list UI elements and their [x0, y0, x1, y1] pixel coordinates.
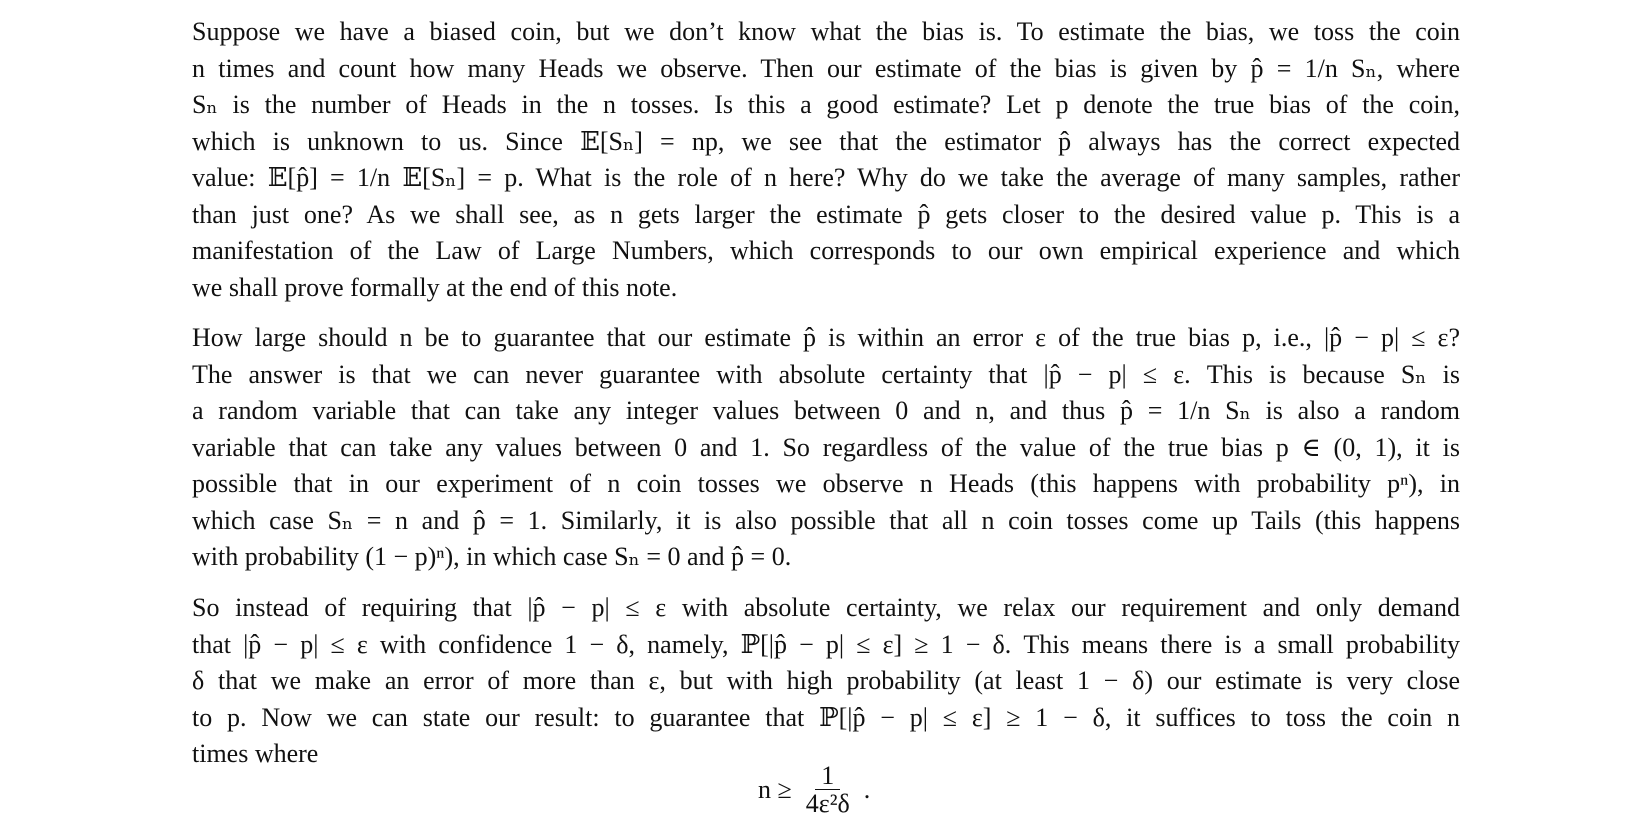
- text-line: than just one? As we shall see, as n gets larger the estimate p̂ gets closer to the desired value p. This is a: [192, 199, 1460, 229]
- text-line: n times and count how many Heads we observe. Then our estimate of the bias is given by p̂ = 1/n Sₙ, where: [192, 53, 1460, 83]
- equation-fraction: [800, 762, 856, 818]
- text-line: value: 𝔼[p̂] = 1/n 𝔼[Sₙ] = p. What is the role of n here? Why do we take the average of many samples, rather: [192, 163, 1460, 192]
- text-line: Sₙ is the number of Heads in the n tosses. Is this a good estimate? Let p denote the true bias of the coin,: [192, 90, 1460, 119]
- text-line: times where: [192, 739, 319, 768]
- text-line: with probability (1 − p)ⁿ), in which case Sₙ = 0 and p̂ = 0.: [192, 542, 792, 571]
- text-line: Suppose we have a biased coin, but we don’t know what the bias is. To estimate the bias, we toss the coin: [192, 17, 1460, 46]
- paragraph-confidence: [192, 590, 1460, 773]
- text-line: that |p̂ − p| ≤ ε with confidence 1 − δ, namely, ℙ[|p̂ − p| ≤ ε] ≥ 1 − δ. This means there is a small probability: [192, 629, 1460, 659]
- text-line: So instead of requiring that |p̂ − p| ≤ ε with absolute certainty, we relax our requirement and only demand: [192, 593, 1460, 622]
- text-line: δ that we make an error of more than ε, but with high probability (at least 1 − δ) our estimate is very close: [192, 666, 1460, 695]
- text-line: The answer is that we can never guarantee with absolute certainty that |p̂ − p| ≤ ε. This is because Sₙ is: [192, 359, 1460, 389]
- fraction-denominator: 4ε²δ: [805, 789, 850, 819]
- text-line: to p. Now we can state our result: to guarantee that ℙ[|p̂ − p| ≤ ε] ≥ 1 − δ, it suffices to toss the coin n: [192, 702, 1460, 732]
- paragraph-error-guarantee: [192, 320, 1460, 576]
- fraction-numerator: 1: [815, 762, 840, 790]
- text-line: possible that in our experiment of n coin tosses we observe n Heads (this happens with probability pⁿ), in: [192, 469, 1460, 498]
- paragraph-coin-bias-intro: [192, 14, 1460, 306]
- text-line: we shall prove formally at the end of this note.: [192, 272, 678, 302]
- equation-lhs: n ≥: [758, 774, 792, 804]
- text-line: which is unknown to us. Since 𝔼[Sₙ] = np, we see that the estimator p̂ always has the correct expected: [192, 126, 1460, 156]
- text-line: a random variable that can take any integer values between 0 and n, and thus p̂ = 1/n Sₙ is also a random: [192, 396, 1460, 425]
- text-line: variable that can take any values between 0 and 1. So regardless of the value of the true bias p ∈ (0, 1), it is: [192, 432, 1460, 462]
- equation-period: .: [863, 774, 871, 804]
- text-line: which case Sₙ = n and p̂ = 1. Similarly, it is also possible that all n coin tosses come up Tails (this happens: [192, 505, 1460, 535]
- text-line: How large should n be to guarantee that our estimate p̂ is within an error ε of the true bias p, i.e., |p̂ − p| ≤ ε?: [192, 323, 1460, 352]
- text-line-with-link: manifestation of the Law of Large Numbers, which corresponds to our own empirical experience and which: [192, 236, 1460, 265]
- display-equation-sample-size: [758, 762, 870, 818]
